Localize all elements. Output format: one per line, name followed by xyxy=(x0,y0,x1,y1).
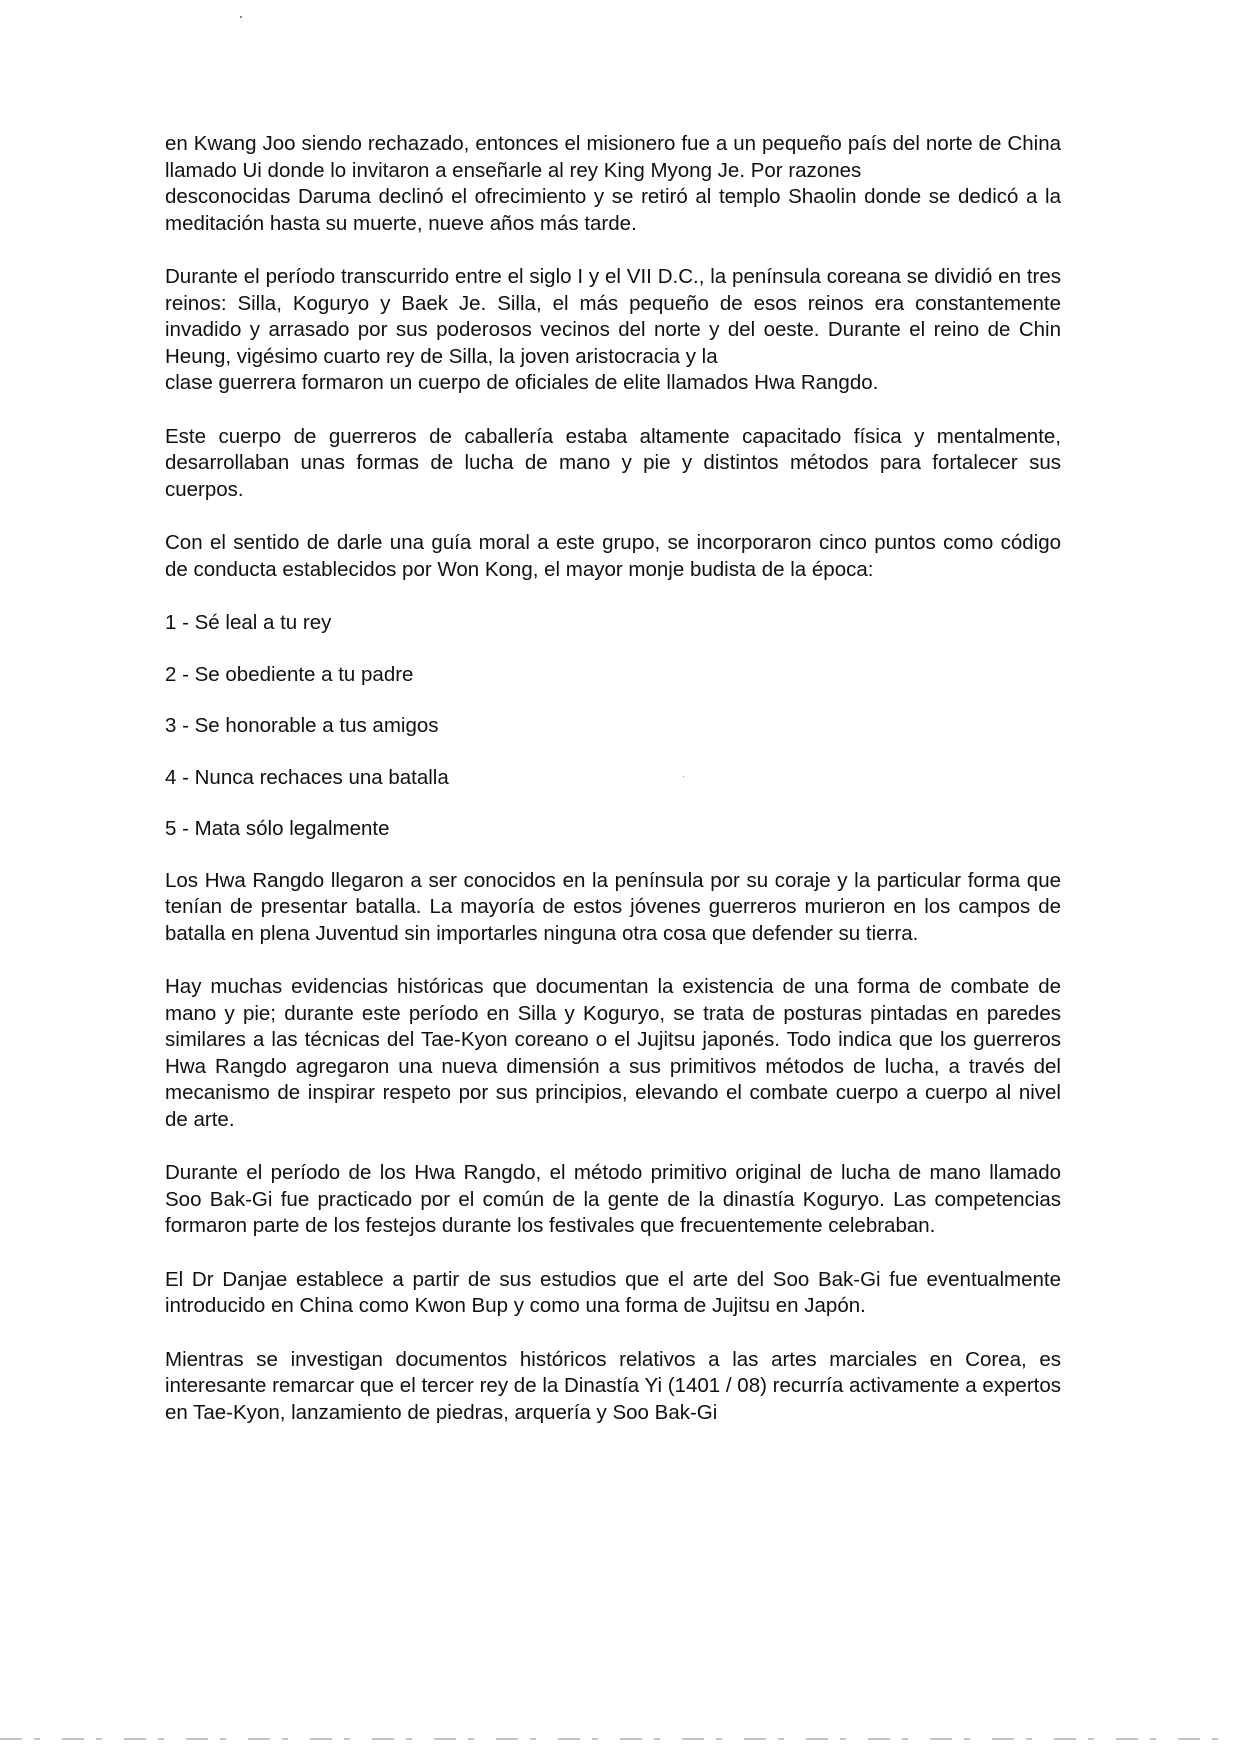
paragraph-soo-bak-gi xyxy=(165,1160,1061,1240)
document-body xyxy=(165,131,1061,1453)
paragraph-daruma xyxy=(165,131,1061,237)
paragraph-line: Este cuerpo de guerreros de caballería estaba altamente capacitado física y mentalmente, desarrollaban unas formas de lucha de mano y pie y distintos métodos para fortalecer sus cuerpos. xyxy=(165,424,1061,501)
list-item-text: 3 - Se honorable a tus amigos xyxy=(165,714,439,737)
scan-bottom-edge xyxy=(0,1738,1240,1740)
paragraph-line: Mientras se investigan documentos históricos relativos a las artes marciales en Corea, es interesante remarcar que el tercer rey de la Dinastía Yi (1401 / 08) recurría activamente a expertos en Tae-Kyon, lanzamiento de piedras, arquería y Soo Bak-Gi xyxy=(165,1347,1061,1424)
scan-speck xyxy=(240,16,242,18)
list-item-text: 4 - Nunca rechaces una batalla xyxy=(165,765,449,789)
paragraph-line: clase guerrera formaron un cuerpo de oficiales de elite llamados Hwa Rangdo. xyxy=(165,371,879,394)
list-item-text: 2 - Se obediente a tu padre xyxy=(165,662,414,686)
list-item xyxy=(165,610,1061,637)
list-item xyxy=(165,816,1061,843)
paragraph-line: El Dr Danjae establece a partir de sus estudios que el arte del Soo Bak-Gi fue eventualmente introducido en China como Kwon Bup y como una forma de Jujitsu en Japón. xyxy=(165,1267,1061,1317)
paragraph-line: desconocidas Daruma declinó el ofrecimiento y se retiró al templo Shaolin donde se dedicó a la meditación hasta su muerte, nueve años más tarde. xyxy=(165,185,1061,235)
paragraph-line: Los Hwa Rangdo llegaron a ser conocidos en la península por su coraje y la particular forma que tenían de presentar batalla. La mayoría de estos jóvenes guerreros murieron en los campos de batalla en plena Juventud sin importarles ninguna otra cosa que defender su tierra. xyxy=(165,868,1061,945)
list-item xyxy=(165,662,1061,689)
paragraph-line: Con el sentido de darle una guía moral a este grupo, se incorporaron cinco puntos como código de conducta establecidos por Won Kong, el mayor monje budista de la época: xyxy=(165,531,1061,581)
list-item xyxy=(165,765,1061,792)
paragraph-historical-evidence xyxy=(165,974,1061,1133)
paragraph-dr-danjae xyxy=(165,1267,1061,1320)
paragraph-hwa-rangdo-courage xyxy=(165,868,1061,948)
code-of-conduct-list xyxy=(165,610,1061,843)
list-item-text: 5 - Mata sólo legalmente xyxy=(165,817,390,840)
paragraph-moral-code xyxy=(165,530,1061,583)
paragraph-line: en Kwang Joo siendo rechazado, entonces el misionero fue a un pequeño país del norte de China llamado Ui donde lo invitaron a enseñarle al rey King Myong Je. Por razones xyxy=(165,132,1061,182)
paragraph-line: Durante el período de los Hwa Rangdo, el método primitivo original de lucha de mano llamado Soo Bak-Gi fue practicado por el común de la gente de la dinastía Koguryo. Las competencias formaron parte de los festejos durante los festivales que frecuentemente celebraban. xyxy=(165,1161,1061,1237)
list-item xyxy=(165,713,1061,740)
paragraph-line: Durante el período transcurrido entre el siglo I y el VII D.C., la península coreana se dividió en tres reinos: Silla, Koguryo y Baek Je. Silla, el más pequeño de esos reinos era constantemente invadido y arrasado por sus poderosos vecinos del norte y del oeste. Durante el reino de Chin Heung, vigésimo cuarto rey de Silla, la joven aristocracia y la xyxy=(165,265,1061,368)
list-item-text: 1 - Sé leal a tu rey xyxy=(165,611,332,634)
paragraph-line: Hay muchas evidencias históricas que documentan la existencia de una forma de combate de mano y pie; durante este período en Silla y Koguryo, se trata de posturas pintadas en paredes similares a las técnicas del Tae-Kyon coreano o el Jujitsu japonés. Todo indica que los guerreros Hwa Rangdo agregaron una nueva dimensión a sus primitivos métodos de lucha, a través del mecanismo de inspirar respeto por sus principios, elevando el combate cuerpo a cuerpo al nivel de arte. xyxy=(165,975,1061,1131)
paragraph-yi-dynasty xyxy=(165,1347,1061,1427)
paragraph-three-kingdoms xyxy=(165,264,1061,397)
paragraph-cavalry xyxy=(165,424,1061,504)
